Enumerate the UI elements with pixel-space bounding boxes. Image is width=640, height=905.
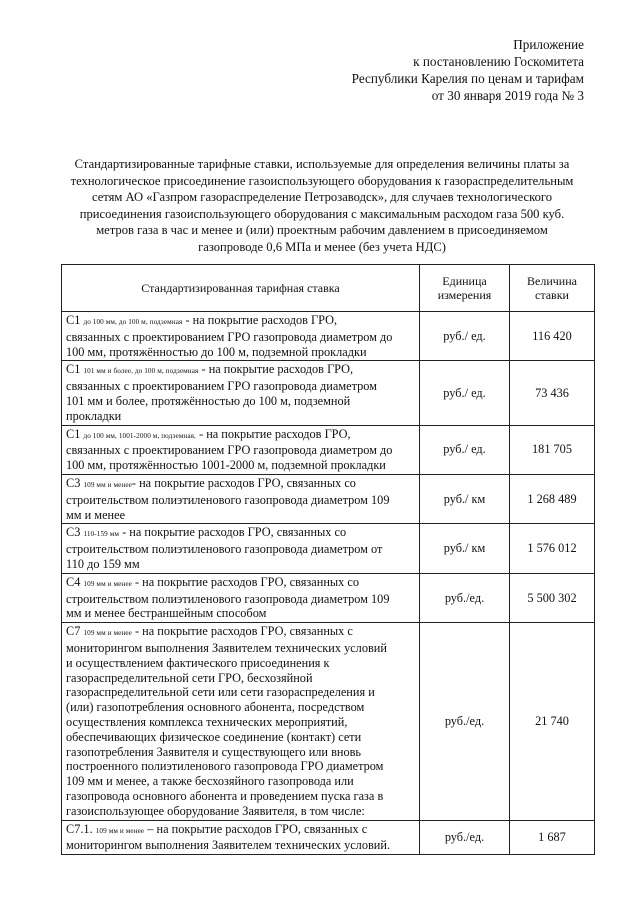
rate-text-line: (или) газопотребления основного абонента, посредством xyxy=(66,700,365,715)
rate-value: 1 576 012 xyxy=(510,524,595,573)
table-row xyxy=(62,573,595,622)
rate-text-line: на покрытие расходов ГРО, связанных с xyxy=(142,624,353,639)
rate-text-line: мониторингом выполнения Заявителем технических условий xyxy=(66,640,387,655)
title-line: технологическое присоединение газоиспользующего оборудования к газораспределительным xyxy=(70,173,574,188)
rate-text-line: строительством полиэтиленового газопровода диаметром от xyxy=(66,542,383,557)
rate-text-line: на покрытие расходов ГРО, связанных со xyxy=(129,525,347,540)
rate-dash: - xyxy=(195,426,207,441)
table-row xyxy=(62,623,595,820)
rate-text-line: мм и менее xyxy=(66,507,126,522)
rate-code: С7 xyxy=(66,624,81,639)
rate-code-subscript: 109 мм и менее xyxy=(83,579,132,588)
rate-text-line: мониторингом выполнения Заявителем технических условий. xyxy=(66,838,391,853)
rate-text-line: газоиспользующее оборудование Заявителя, в том числе: xyxy=(66,803,365,818)
rate-description xyxy=(62,312,420,361)
rate-code: С1 xyxy=(66,313,81,327)
rate-description xyxy=(62,820,420,855)
table-row xyxy=(62,820,595,855)
rate-text-line: 101 мм и более, протяжённостью до 100 м, подземной xyxy=(66,393,351,408)
rate-first-line xyxy=(66,313,415,330)
rate-text-line: построенного полиэтиленового газопровода ГРО диаметром xyxy=(66,759,384,774)
appendix-line: Приложение xyxy=(513,37,584,52)
rate-unit: руб./ ед. xyxy=(420,312,510,361)
document-title xyxy=(62,156,582,255)
rate-unit: руб./ед. xyxy=(420,820,510,855)
table-row xyxy=(62,425,595,474)
rate-code-subscript: 110-159 мм xyxy=(83,530,120,539)
header-value: Величина ставки xyxy=(510,265,595,312)
rate-dash: - xyxy=(131,574,143,589)
rate-unit: руб./ед. xyxy=(420,623,510,820)
rate-text-line: и осуществлением фактического присоединения к xyxy=(66,655,330,670)
appendix-line: к постановлению Госкомитета xyxy=(413,54,584,69)
rate-text-line: газораспределительной сети ГРО, бесхозяйной xyxy=(66,670,313,685)
rate-description xyxy=(62,474,420,523)
rate-text-line: связанных с проектированием ГРО газопровода диаметром xyxy=(66,379,377,394)
rate-text-line: мм и менее бестраншейным способом xyxy=(66,606,267,621)
rate-value: 73 436 xyxy=(510,361,595,425)
appendix-line: Республики Карелия по ценам и тарифам xyxy=(351,71,584,86)
rate-text-line: 109 мм и менее, а также бесхозяйного газопровода или xyxy=(66,774,354,789)
rate-code-subscript: до 100 мм, до 100 м, подземная xyxy=(83,318,183,326)
rate-first-line xyxy=(66,822,415,839)
rate-dash: - xyxy=(198,362,209,377)
rate-value: 5 500 302 xyxy=(510,573,595,622)
rate-unit: руб./ км xyxy=(420,524,510,573)
rate-first-line xyxy=(66,575,415,592)
rate-code: С3 xyxy=(66,525,81,540)
rate-text-line: 110 до 159 мм xyxy=(66,556,140,571)
rate-text-line: 100 мм, протяжённостью 1001-2000 м, подземной прокладки xyxy=(66,458,386,473)
rate-code-subscript: 101 мм и более, до 100 м, подземная xyxy=(83,367,199,376)
table-row xyxy=(62,361,595,425)
rate-dash: - xyxy=(182,313,193,327)
rate-first-line xyxy=(66,525,415,542)
rate-dash: – xyxy=(144,821,157,836)
rate-text-line: строительством полиэтиленового газопровода диаметром 109 xyxy=(66,492,390,507)
rate-text-line: газораспределительной сети или сети газораспределения и xyxy=(66,685,375,700)
rate-description xyxy=(62,361,420,425)
rate-value: 181 705 xyxy=(510,425,595,474)
rate-first-line xyxy=(66,624,415,641)
rate-code-subscript: до 100 мм, 1001-2000 м, подземная, xyxy=(83,431,196,440)
table-header-row xyxy=(62,265,595,312)
rate-text-line: 100 мм, протяжённостью до 100 м, подземной прокладки xyxy=(66,344,367,359)
rate-description xyxy=(62,425,420,474)
rate-description xyxy=(62,524,420,573)
rate-unit: руб./ед. xyxy=(420,573,510,622)
rate-text-line: обеспечивающих физическое соединение (контакт) сети xyxy=(66,729,362,744)
rate-code-subscript: 109 мм и менее xyxy=(95,826,145,835)
tariff-table xyxy=(61,264,595,855)
rate-unit: руб./ км xyxy=(420,474,510,523)
rate-code: С1 xyxy=(66,362,81,377)
rate-text-line: прокладки xyxy=(66,408,122,423)
rate-text-line: на покрытие расходов ГРО, связанных с xyxy=(156,821,368,836)
rate-first-line xyxy=(66,427,415,444)
rate-code: С3 xyxy=(66,475,81,490)
rate-text-line: газопровода основного абонента и проведением пуска газа в xyxy=(66,788,384,803)
rate-value: 116 420 xyxy=(510,312,595,361)
rate-text-line: на покрытие расходов ГРО, xyxy=(192,313,338,327)
header-unit: Единица измерения xyxy=(420,265,510,312)
rate-text-line: на покрытие расходов ГРО, xyxy=(208,362,354,377)
title-line: сетям АО «Газпром газораспределение Петрозаводск», для случаев технологического xyxy=(91,190,553,204)
rate-text-line: газопотребления Заявителя и существующего или вновь xyxy=(66,744,362,759)
rate-description xyxy=(62,623,420,820)
appendix-line: от 30 января 2019 года № 3 xyxy=(431,88,584,103)
rate-text-line: осуществления комплекса технических мероприятий, xyxy=(66,714,348,729)
rate-value: 1 687 xyxy=(510,820,595,855)
table-body xyxy=(62,312,595,855)
header-rate: Стандартизированная тарифная ставка xyxy=(62,265,420,312)
appendix-header xyxy=(352,36,584,104)
rate-dash: - xyxy=(131,624,143,639)
title-line: метров газа в час и менее и (или) проектным рабочим давлением в присоединяемом xyxy=(96,223,548,237)
rate-text-line: на покрытие расходов ГРО, связанных со xyxy=(142,574,360,589)
rate-text-line: строительством полиэтиленового газопровода диаметром 109 xyxy=(66,591,390,606)
rate-text-line: связанных с проектированием ГРО газопровода диаметром до xyxy=(66,329,393,344)
title-line: Стандартизированные тарифные ставки, используемые для определения величины платы за xyxy=(74,157,570,171)
rate-dash: - xyxy=(119,525,130,540)
title-line: газопроводе 0,6 МПа и менее (без учета НДС) xyxy=(198,239,446,254)
rate-code: С1 xyxy=(66,426,81,441)
rate-text-line: на покрытие расходов ГРО, xyxy=(206,426,351,441)
rate-text-line: на покрытие расходов ГРО, связанных со xyxy=(139,475,356,490)
rate-code: С7.1. xyxy=(66,821,93,836)
rate-text-line: связанных с проектированием ГРО газопровода диаметром до xyxy=(66,443,393,458)
rate-value: 1 268 489 xyxy=(510,474,595,523)
table-row xyxy=(62,524,595,573)
title-line: присоединения газоиспользующего оборудования с максимальным расходом газа 500 куб. xyxy=(79,206,565,221)
rate-first-line xyxy=(66,476,415,493)
rate-unit: руб./ ед. xyxy=(420,361,510,425)
rate-unit: руб./ ед. xyxy=(420,425,510,474)
rate-value: 21 740 xyxy=(510,623,595,820)
rate-code: С4 xyxy=(66,574,81,589)
rate-dash: - xyxy=(131,475,140,490)
rate-first-line xyxy=(66,362,415,379)
table-row xyxy=(62,474,595,523)
rate-code-subscript: 109 мм и менее xyxy=(83,480,132,489)
rate-code-subscript: 109 мм и менее xyxy=(83,629,132,638)
rate-description xyxy=(62,573,420,622)
table-row xyxy=(62,312,595,361)
